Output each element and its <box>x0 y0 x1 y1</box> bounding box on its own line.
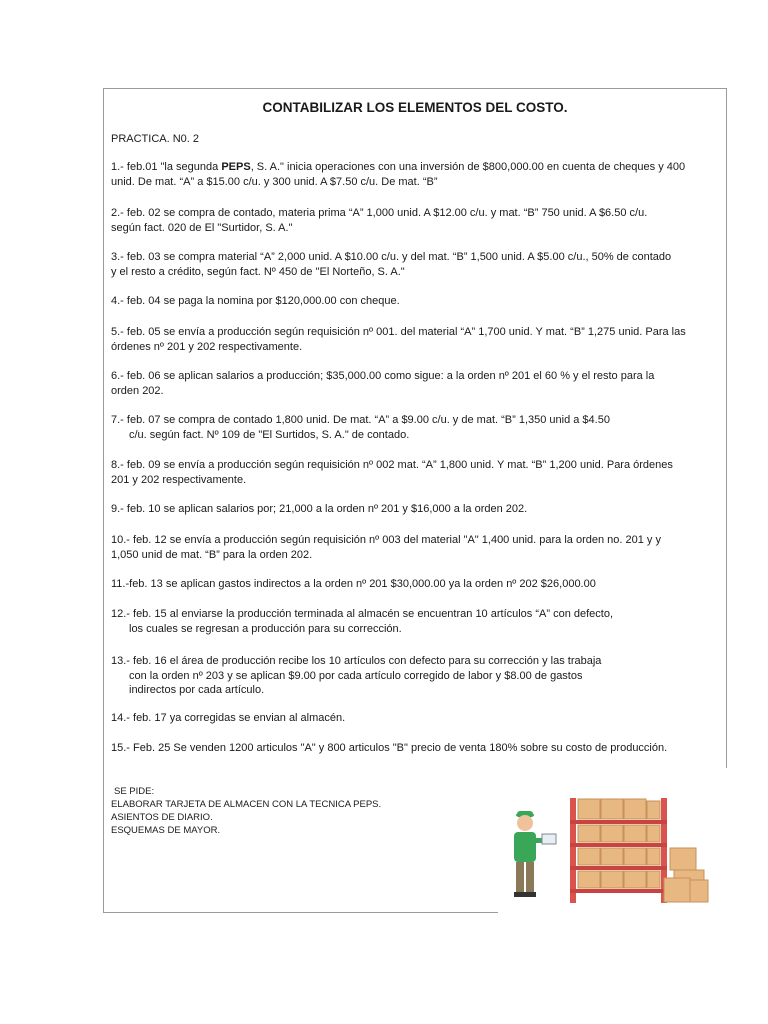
list-item: 3.- feb. 03 se compra material “A” 2,000 unid. A $10.00 c/u. y del mat. “B” 1,500 unid. A $5.00 c/u., 50% de contado y el resto a crédito, según fact. Nº 450 de "El Norteño, S. A." <box>111 251 672 278</box>
list-item: 4.- feb. 04 se paga la nomina por $120,000.00 con cheque. <box>111 295 400 307</box>
list-item: 13.- feb. 16 el área de producción recibe los 10 artículos con defecto para su corrección y las trabaja con la orden nº 203 y se aplican $9.00 por cada artículo corregido de labor y $8.00 de gastos indirectos por cada artículo. <box>111 655 602 696</box>
requirement-item: ELABORAR TARJETA DE ALMACEN CON LA TECNICA PEPS. <box>111 799 382 810</box>
list-item: 6.- feb. 06 se aplican salarios a producción; $35,000.00 como sigue: a la orden nº 201 el 60 % y el resto para la orden 202. <box>111 370 655 397</box>
list-item: 11.-feb. 13 se aplican gastos indirectos a la orden nº 201 $30,000.00 ya la orden nº 202 $26,000.00 <box>111 578 596 590</box>
requirement-item: ASIENTOS DE DIARIO. <box>111 812 213 823</box>
requirement-item: ESQUEMAS DE MAYOR. <box>111 825 221 836</box>
page-title: CONTABILIZAR LOS ELEMENTOS DEL COSTO. <box>262 100 568 115</box>
requirements-section <box>111 785 381 837</box>
list-item: 9.- feb. 10 se aplican salarios por; 21,000 a la orden nº 201 y $16,000 a la orden 202. <box>111 503 528 515</box>
shelf-post-icon <box>570 798 576 903</box>
practice-number: PRACTICA. N0. 2 <box>111 133 200 145</box>
list-item: 7.- feb. 07 se compra de contado 1,800 unid. De mat. “A” a $9.00 c/u. y de mat. “B” 1,350 unid a $4.50 c/u. según fact. Nº 109 de "El Surtidos, S. A." de contado. <box>111 414 610 441</box>
list-item: 15.- Feb. 25 Se venden 1200 articulos "A" y 800 articulos "B" precio de venta 180% sobre su costo de producción. <box>111 742 668 754</box>
list-item: 14.- feb. 17 ya corregidas se envian al almacén. <box>111 712 346 724</box>
list-item: 2.- feb. 02 se compra de contado, materia prima “A” 1,000 unid. A $12.00 c/u. y mat. “B” 750 unid. A $6.50 c/u. según fact. 020 de El "Surtidor, S. A." <box>111 207 648 234</box>
warehouse-worker-illustration <box>498 768 730 914</box>
list-item: 12.- feb. 15 al enviarse la producción terminada al almacén se encuentran 10 artículos “A” con defecto, los cuales se regresan a producción para su corrección. <box>111 608 614 635</box>
list-item: 5.- feb. 05 se envía a producción según requisición nº 001. del material “A” 1,700 unid. Y mat. “B” 1,275 unid. Para las órdenes nº 201 y 202 respectivamente. <box>111 326 686 353</box>
requirements-heading: SE PIDE: <box>114 786 155 797</box>
list-item: 10.- feb. 12 se envía a producción según requisición nº 003 del material "A" 1,400 unid. para la orden no. 201 y y 1,050 unid de mat. “B” para la orden 202. <box>111 534 661 561</box>
list-item: 1.- feb.01 "la segunda PEPS, S. A." inicia operaciones con una inversión de $800,000.00 en cuenta de cheques y 400 unid. De mat. “A” a $15.00 c/u. y 300 unid. A $7.50 c/u. De mat. “B” <box>111 161 686 188</box>
list-item: 8.- feb. 09 se envía a producción según requisición nº 002 mat. “A” 1,800 unid. Y mat. “B” 1,200 unid. Para órdenes 201 y 202 respectivamente. <box>111 459 673 486</box>
